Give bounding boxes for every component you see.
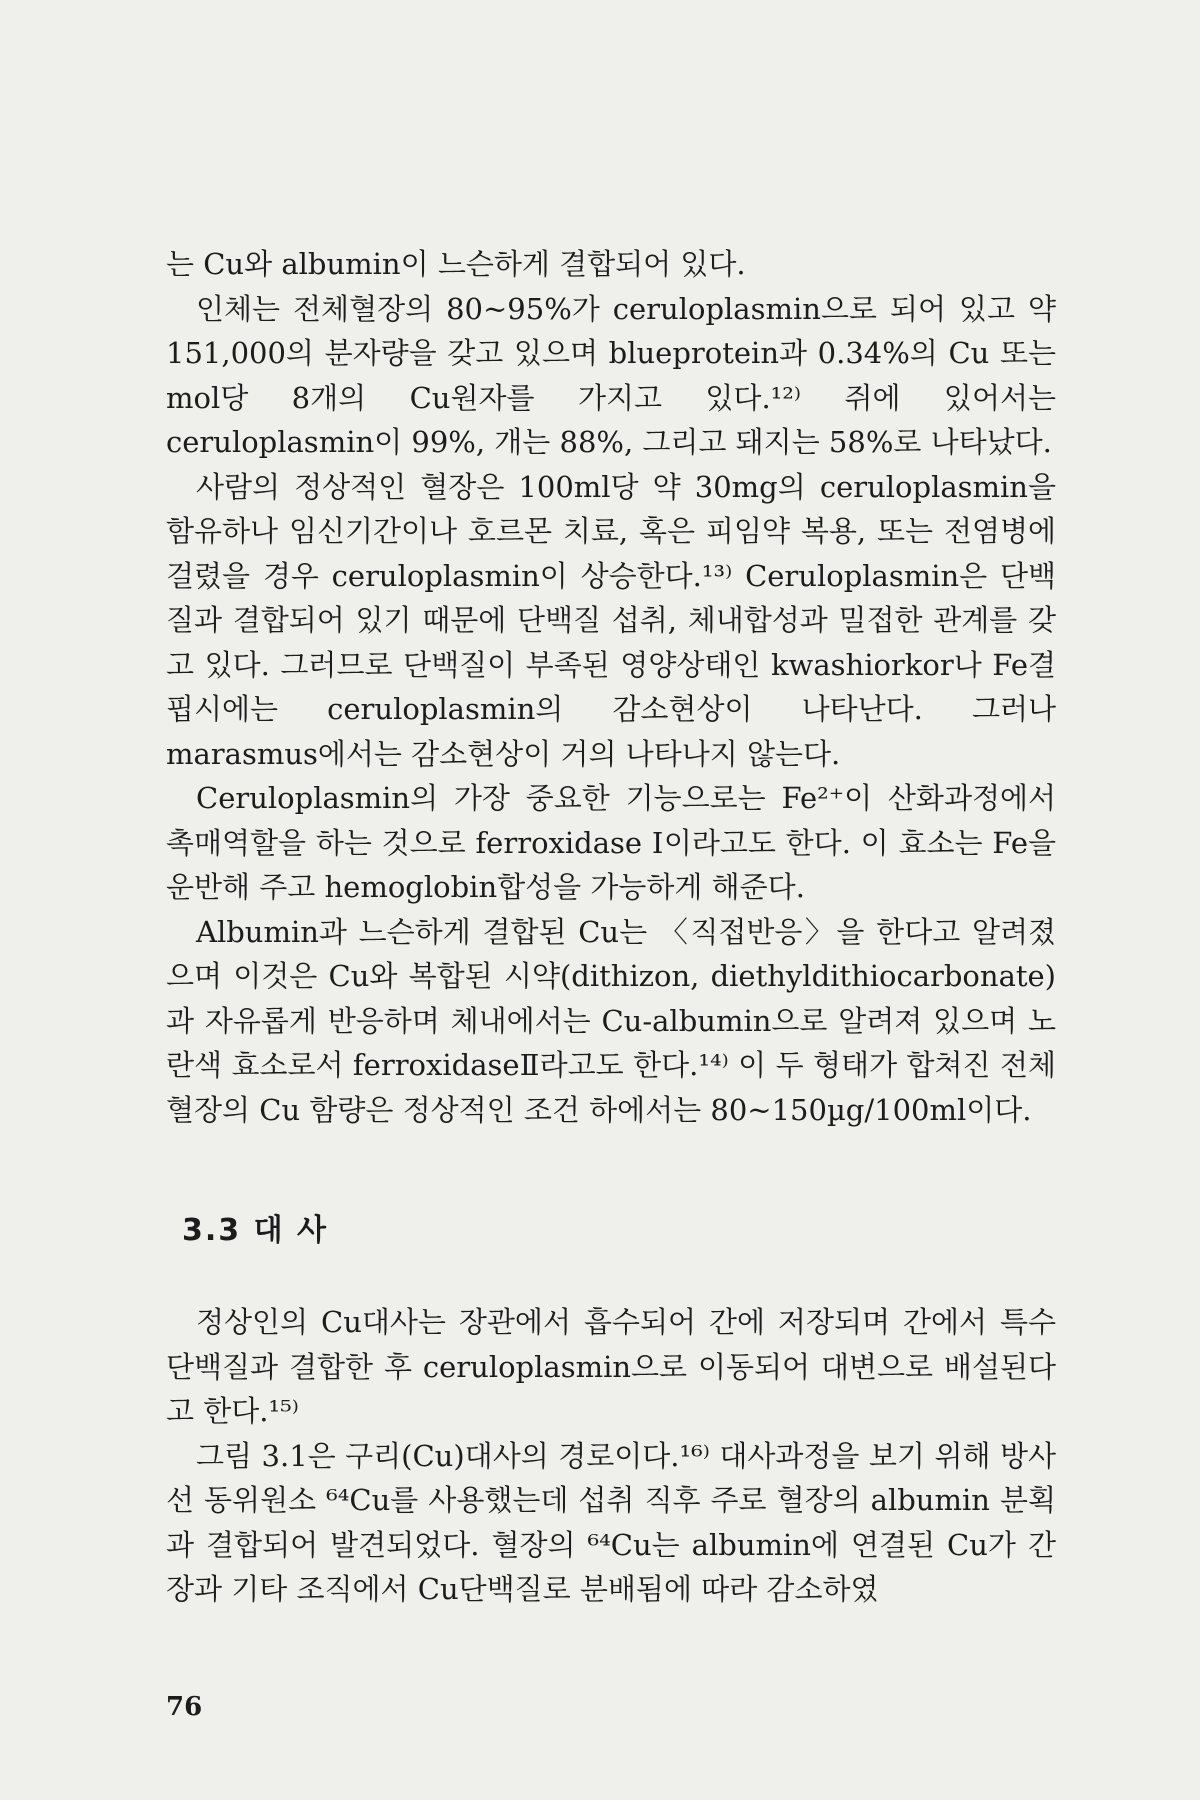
section-heading-metabolism: 3.3 대 사 xyxy=(182,1213,328,1248)
paragraph-continuation: 는 Cu와 albumin이 느슨하게 결합되어 있다. xyxy=(166,247,746,281)
body-text-metabolism xyxy=(166,1300,1056,1612)
paragraph-plasma-content: 사람의 정상적인 혈장은 100ml당 약 30mg의 ceruloplasmin을 함유하나 임신기간이나 호르몬 치료, 혹은 피임약 복용, 또는 전염병에 걸렸을 경우 ceruloplasmin이 상승한다.¹³⁾ Ceruloplasmin은 단백질과 결합되어 있기 때문에 단백질 섭취, 체내합성과 밀접한 관계를 갖고 있다. 그러므로 단백질이 부족된 영양상태인 kwashiorkor나 Fe결핍시에는 ceruloplasmin의 감소현상이 나타난다. 그러나 marasmus에서는 감소현상이 거의 나타나지 않는다. xyxy=(166,469,1056,771)
body-text-continued xyxy=(166,242,1056,1132)
paragraph-ceruloplasmin-ratio: 인체는 전체혈장의 80~95%가 ceruloplasmin으로 되어 있고 약 151,000의 분자량을 갖고 있으며 blueprotein과 0.34%의 Cu 또는 mol당 8개의 Cu원자를 가지고 있다.¹²⁾ 쥐에 있어서는 ceruloplasmin이 99%, 개는 88%, 그리고 돼지는 58%로 나타났다. xyxy=(166,291,1056,459)
paragraph-ferroxidase-1: Ceruloplasmin의 가장 중요한 기능으로는 Fe²⁺이 산화과정에서 촉매역할을 하는 것으로 ferroxidase Ⅰ이라고도 한다. 이 효소는 Fe을 운반해 주고 hemoglobin합성을 가능하게 해준다. xyxy=(166,781,1056,904)
paragraph-albumin-cu: Albumin과 느슨하게 결합된 Cu는 〈직접반응〉을 한다고 알려졌으며 이것은 Cu와 복합된 시약(dithizon, diethyldithiocarbonate)과 자유롭게 반응하며 체내에서는 Cu-albumin으로 알려져 있으며 노란색 효소로서 ferroxidaseⅡ라고도 한다.¹⁴⁾ 이 두 형태가 합쳐진 전체 혈장의 Cu 함량은 정상적인 조건 하에서는 80~150µg/100ml이다. xyxy=(166,914,1056,1127)
paragraph-metabolism-intro: 정상인의 Cu대사는 장관에서 흡수되어 간에 저장되며 간에서 특수 단백질과 결합한 후 ceruloplasmin으로 이동되어 대변으로 배설된다고 한다.¹⁵⁾ xyxy=(166,1305,1056,1428)
page-number: 76 xyxy=(166,1692,203,1722)
paragraph-metabolism-pathway: 그림 3.1은 구리(Cu)대사의 경로이다.¹⁶⁾ 대사과정을 보기 위해 방사선 동위원소 ⁶⁴Cu를 사용했는데 섭취 직후 주로 혈장의 albumin 분획과 결합되어 발견되었다. 혈장의 ⁶⁴Cu는 albumin에 연결된 Cu가 간장과 기타 조직에서 Cu단백질로 분배됨에 따라 감소하였 xyxy=(166,1438,1056,1606)
